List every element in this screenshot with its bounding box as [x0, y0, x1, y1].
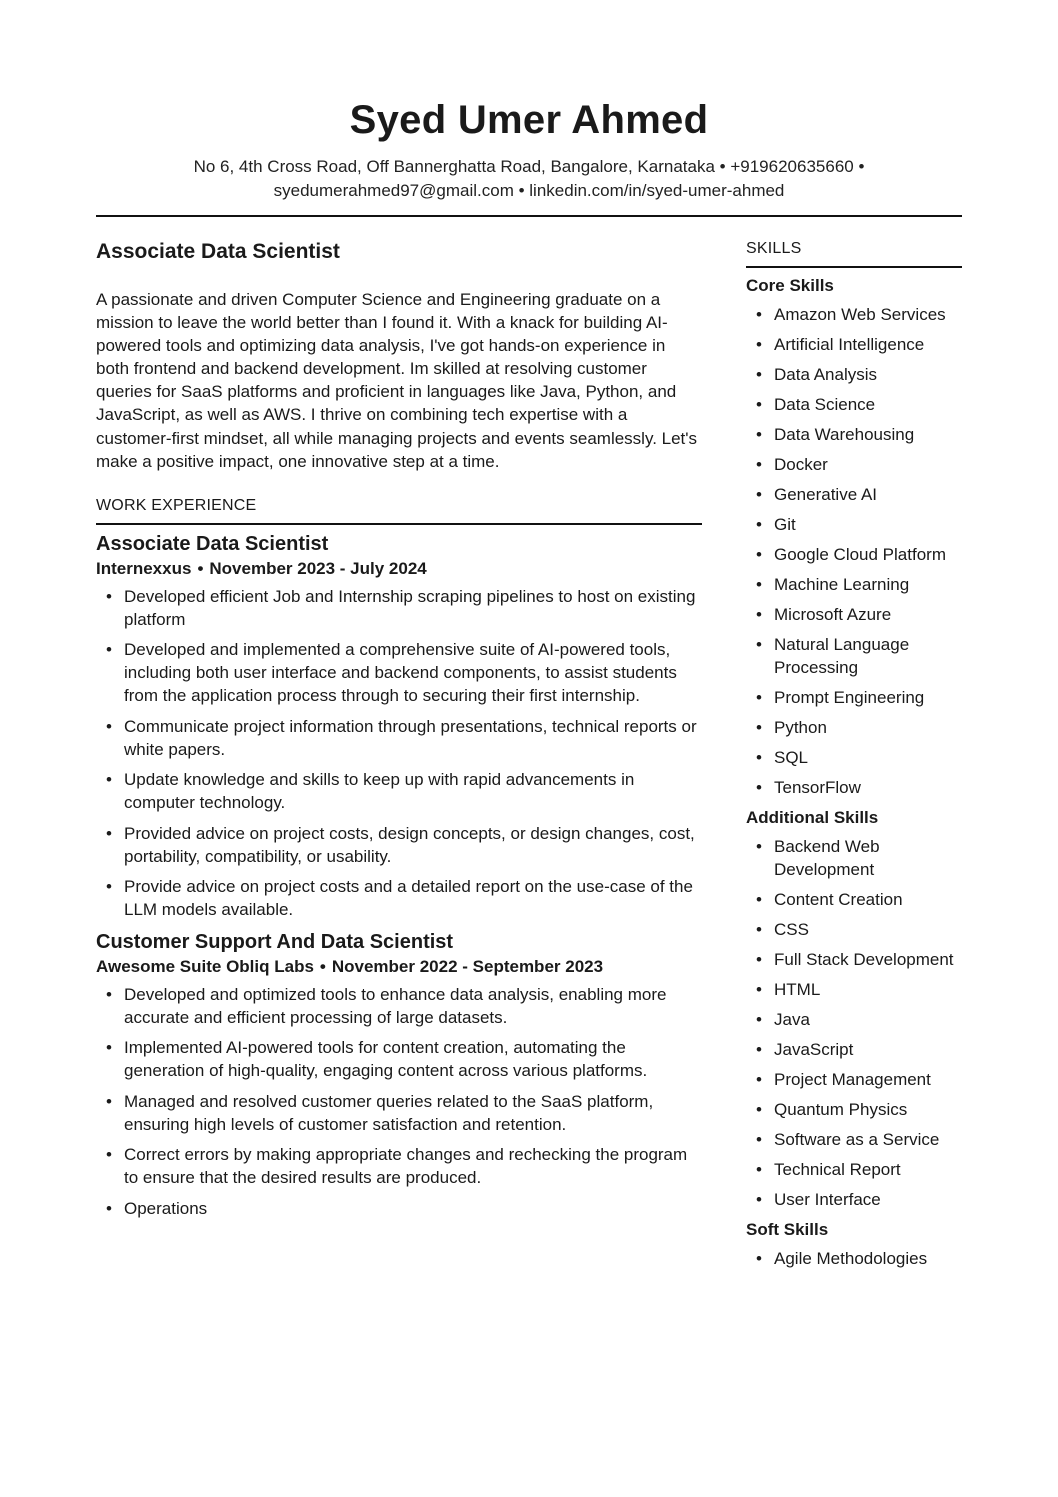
skills-column [746, 238, 962, 1277]
company-name: Awesome Suite Obliq Labs [96, 956, 314, 976]
skill-item: • SQL [746, 746, 962, 769]
skill-item: • Amazon Web Services [746, 303, 962, 326]
address: No 6, 4th Cross Road, Off Bannerghatta Road, Bangalore, Karnataka [193, 157, 715, 176]
header-divider [96, 215, 962, 217]
skill-item: • User Interface [746, 1188, 962, 1211]
skill-item: • Machine Learning [746, 573, 962, 596]
linkedin-link[interactable]: linkedin.com/in/syed-umer-ahmed [529, 181, 785, 200]
skill-item: • Python [746, 716, 962, 739]
job-dates: November 2023 - July 2024 [209, 558, 427, 578]
separator: • [197, 558, 204, 578]
skill-item: • Google Cloud Platform [746, 543, 962, 566]
skill-groups [746, 274, 962, 1270]
skill-item: • Data Analysis [746, 363, 962, 386]
job-meta [96, 557, 702, 581]
skill-list [746, 835, 962, 1211]
skill-item: • Natural Language Processing [746, 633, 962, 679]
skill-item: • Artificial Intelligence [746, 333, 962, 356]
skill-item: • Full Stack Development [746, 948, 962, 971]
skill-item: • CSS [746, 918, 962, 941]
separator: • [319, 956, 326, 976]
bullet-item: • Provide advice on project costs and a detailed report on the use-case of the LLM models available. [96, 875, 702, 921]
bullet-item: • Correct errors by making appropriate changes and rechecking the program to ensure that the desired results are produced. [96, 1143, 702, 1189]
skills-heading: SKILLS [746, 238, 962, 268]
bullet-item: • Communicate project information through presentations, technical reports or white papers. [96, 715, 702, 761]
bullet-item: • Developed and optimized tools to enhance data analysis, enabling more accurate and efficient processing of large datasets. [96, 983, 702, 1029]
skill-item: • Backend Web Development [746, 835, 962, 881]
skill-item: • Data Warehousing [746, 423, 962, 446]
bullet-item: • Developed efficient Job and Internship scraping pipelines to host on existing platform [96, 585, 702, 631]
skill-list [746, 1247, 962, 1270]
job-meta [96, 955, 702, 979]
skill-item: • TensorFlow [746, 776, 962, 799]
skill-item: • Docker [746, 453, 962, 476]
job-dates: November 2022 - September 2023 [331, 956, 604, 976]
bullet-item: • Provided advice on project costs, design concepts, or design changes, cost, portability, compatibility, or usability. [96, 822, 702, 868]
skill-group-title: Core Skills [746, 276, 834, 295]
contact-info [96, 155, 962, 203]
skill-item: • Data Science [746, 393, 962, 416]
skill-item: • Quantum Physics [746, 1098, 962, 1121]
skill-item: • Git [746, 513, 962, 536]
job-list [96, 531, 702, 1220]
separator: • [518, 181, 525, 200]
skill-group-title: Additional Skills [746, 808, 879, 827]
separator: • [719, 157, 726, 176]
job-bullets [96, 585, 702, 922]
main-column [96, 238, 702, 1227]
skill-item: • Agile Methodologies [746, 1247, 962, 1270]
skill-item: • Prompt Engineering [746, 686, 962, 709]
email-link[interactable]: syedumerahmed97@gmail.com [273, 181, 514, 200]
company-name: Internexxus [96, 558, 192, 578]
summary-text: A passionate and driven Computer Science and Engineering graduate on a mission to leave the world better than I found it. With a knack for building AI-powered tools and optimizing data analysis, I've got hands-on experience in both frontend and backend development. Im skilled at resolving customer queries for SaaS platforms and proficient in languages like Java, Python, and JavaScript, as well as AWS. I thrive on combining tech expertise with a customer-first mindset, all while managing projects and events seamlessly. Let's make a positive impact, one innovative step at a time. [96, 290, 698, 471]
skill-item: • Java [746, 1008, 962, 1031]
job-title: Customer Support And Data Scientist [96, 930, 454, 953]
skill-item: • Project Management [746, 1068, 962, 1091]
bullet-item: • Developed and implemented a comprehensive suite of AI-powered tools, including both user interface and backend components, to assist students from the application process through to securing their first internship. [96, 638, 702, 707]
job-entry [96, 929, 702, 1220]
skill-item: • Generative AI [746, 483, 962, 506]
summary-title: Associate Data Scientist [96, 240, 340, 263]
job-entry [96, 531, 702, 922]
skill-item: • HTML [746, 978, 962, 1001]
bullet-item: • Implemented AI-powered tools for content creation, automating the generation of high-quality, engaging content across various platforms. [96, 1036, 702, 1082]
skill-group-title: Soft Skills [746, 1220, 829, 1239]
skill-list [746, 303, 962, 799]
skill-item: • JavaScript [746, 1038, 962, 1061]
skill-item: • Software as a Service [746, 1128, 962, 1151]
separator: • [858, 157, 865, 176]
candidate-name: Syed Umer Ahmed [349, 98, 709, 142]
phone: +919620635660 [730, 157, 854, 176]
work-experience-heading: WORK EXPERIENCE [96, 495, 702, 525]
job-bullets [96, 983, 702, 1220]
skill-item: • Microsoft Azure [746, 603, 962, 626]
bullet-item: • Managed and resolved customer queries related to the SaaS platform, ensuring high levels of customer satisfaction and retention. [96, 1090, 702, 1136]
bullet-item: • Operations [96, 1197, 702, 1220]
skill-item: • Content Creation [746, 888, 962, 911]
bullet-item: • Update knowledge and skills to keep up with rapid advancements in computer technology. [96, 768, 702, 814]
skill-item: • Technical Report [746, 1158, 962, 1181]
job-title: Associate Data Scientist [96, 532, 329, 555]
